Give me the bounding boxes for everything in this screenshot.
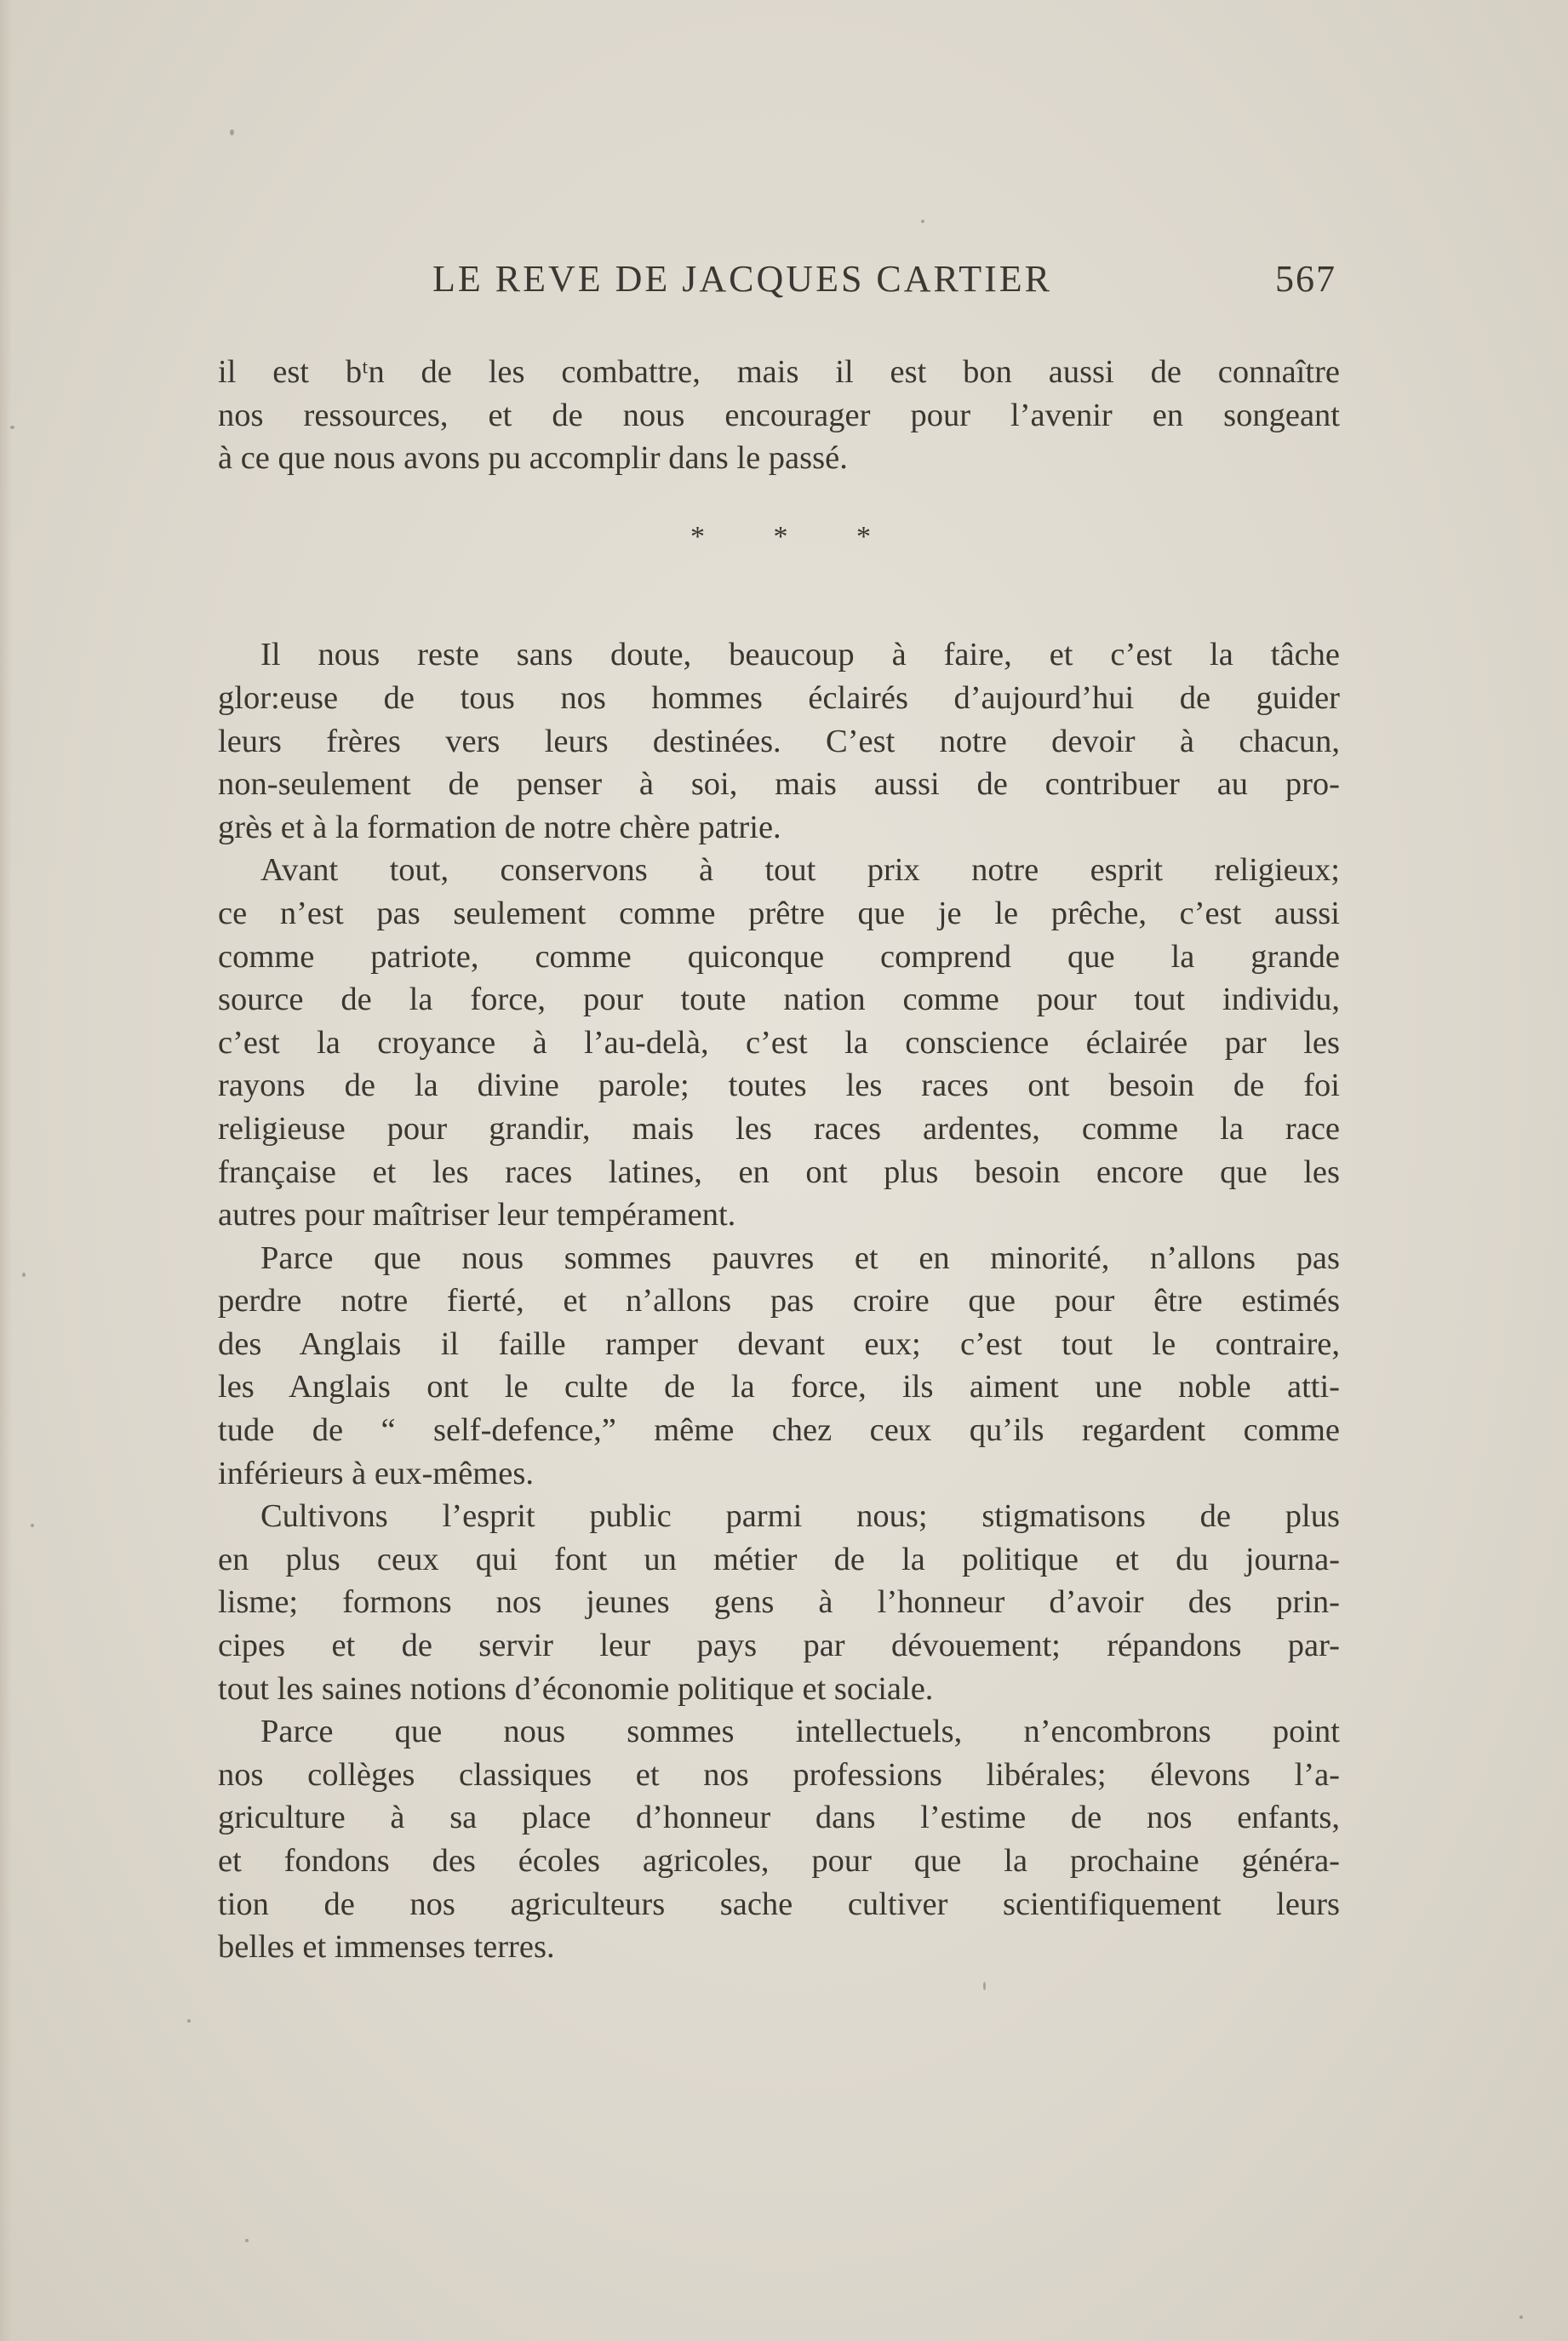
text-line: comme patriote, comme quiconque comprend que la grande	[218, 938, 1340, 975]
running-head: LE REVE DE JACQUES CARTIER	[432, 258, 1053, 300]
text-line: nos ressources, et de nous encourager pour l’avenir en songeant	[218, 397, 1340, 433]
text-line: nos collèges classiques et nos professions libérales; élevons l’a-	[218, 1756, 1340, 1793]
page-number: 567	[1275, 258, 1336, 300]
section-break-asterisms: * * *	[690, 520, 901, 552]
body-text	[218, 351, 1340, 1969]
paper-speck	[31, 1524, 34, 1527]
page-edge-shadow	[0, 0, 12, 2341]
text-line: tion de nos agriculteurs sache cultiver scientifiquement leurs	[218, 1886, 1340, 1922]
text-line: à ce que nous avons pu accomplir dans le passé.	[218, 440, 848, 477]
text-line: autres pour maîtriser leur tempérament.	[218, 1197, 736, 1233]
page-header	[221, 257, 1336, 308]
text-line: Il nous reste sans doute, beaucoup à faire, et c’est la tâche	[260, 637, 1340, 673]
paper-speck	[22, 1273, 26, 1277]
text-line: tout les saines notions d’économie politique et sociale.	[218, 1670, 934, 1707]
text-line: grès et à la formation de notre chère patrie.	[218, 809, 781, 845]
text-line: Cultivons l’esprit public parmi nous; stigmatisons de plus	[260, 1498, 1340, 1535]
text-line: c’est la croyance à l’au-delà, c’est la conscience éclairée par les	[218, 1024, 1340, 1061]
text-line: religieuse pour grandir, mais les races ardentes, comme la race	[218, 1110, 1340, 1147]
text-line: ce n’est pas seulement comme prêtre que je le prêche, c’est aussi	[218, 895, 1340, 931]
text-line: Parce que nous sommes pauvres et en minorité, n’allons pas	[260, 1239, 1340, 1276]
text-line: les Anglais ont le culte de la force, ils aiment une noble atti-	[218, 1369, 1340, 1405]
text-line: des Anglais il faille ramper devant eux; c’est tout le contraire,	[218, 1325, 1340, 1362]
paper-speck	[245, 2239, 249, 2242]
text-line: perdre notre fierté, et n’allons pas croire que pour être estimés	[218, 1283, 1340, 1319]
text-line: en plus ceux qui font un métier de la politique et du journa-	[218, 1541, 1340, 1577]
text-line: il est bᵗn de les combattre, mais il est bon aussi de connaître	[218, 354, 1340, 390]
text-line: belles et immenses terres.	[218, 1929, 555, 1966]
paper-speck	[187, 2019, 191, 2023]
text-line: inférieurs à eux-mêmes.	[218, 1455, 534, 1491]
text-line: leurs frères vers leurs destinées. C’est notre devoir à chacun,	[218, 723, 1340, 759]
paper-speck	[983, 1982, 986, 1990]
text-line: cipes et de servir leur pays par dévouement; répandons par-	[218, 1628, 1340, 1664]
paper-speck	[921, 220, 924, 223]
text-line: griculture à sa place d’honneur dans l’estime de nos enfants,	[218, 1800, 1340, 1836]
paper-speck	[230, 129, 234, 135]
text-line: glor:euse de tous nos hommes éclairés d’aujourd’hui de guider	[218, 679, 1340, 716]
text-line: rayons de la divine parole; toutes les races ont besoin de foi	[218, 1067, 1340, 1104]
text-line: et fondons des écoles agricoles, pour que la prochaine généra-	[218, 1843, 1340, 1879]
text-line: Avant tout, conservons à tout prix notre esprit religieux;	[260, 852, 1340, 889]
text-line: Parce que nous sommes intellectuels, n’encombrons point	[260, 1714, 1340, 1750]
paper-speck	[1519, 2315, 1523, 2319]
text-line: non-seulement de penser à soi, mais aussi de contribuer au pro-	[218, 766, 1340, 803]
text-line: française et les races latines, en ont plus besoin encore que les	[218, 1153, 1340, 1190]
text-line: source de la force, pour toute nation comme pour tout individu,	[218, 982, 1340, 1018]
text-line: lisme; formons nos jeunes gens à l’honneur d’avoir des prin-	[218, 1584, 1340, 1621]
paper-speck	[10, 426, 14, 429]
text-line: tude de “ self-defence,” même chez ceux qu’ils regardent comme	[218, 1412, 1340, 1449]
